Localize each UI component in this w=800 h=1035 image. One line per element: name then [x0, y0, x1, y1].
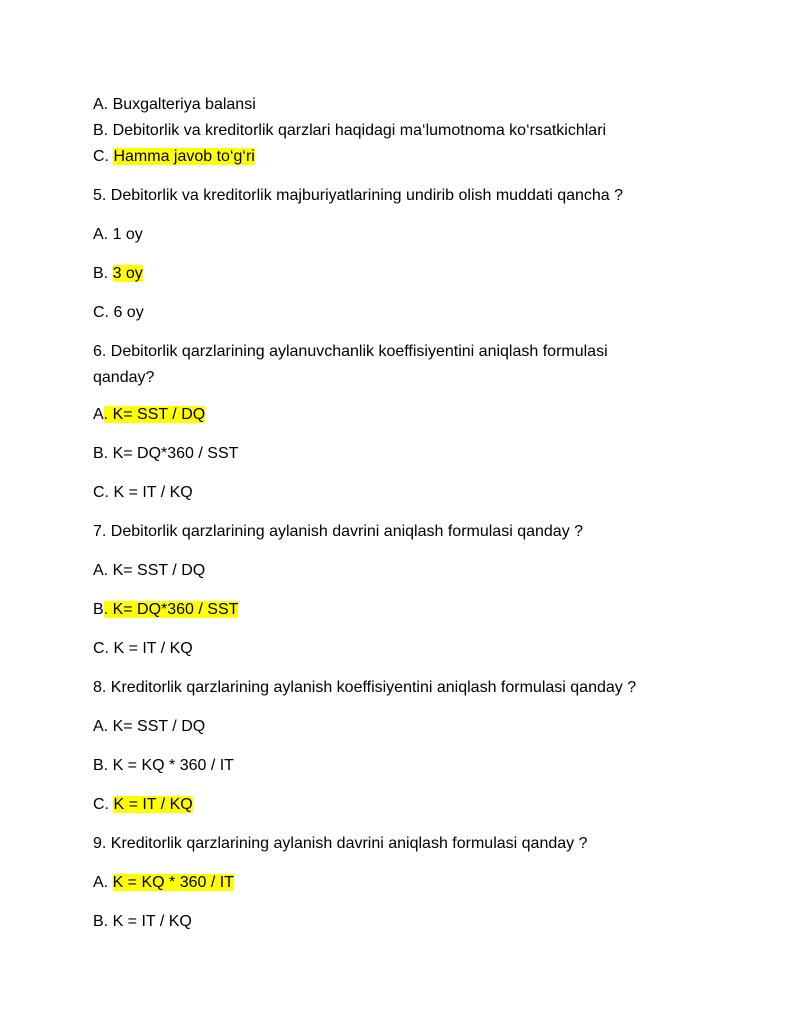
answer-option-correct: C. Hamma javob to‘g‘ri: [93, 148, 255, 165]
answer-option: B. K= DQ*360 / SST: [93, 445, 239, 462]
answer-option-correct: A. K= SST / DQ: [93, 406, 206, 423]
answer-option-correct: B. K= DQ*360 / SST: [93, 601, 239, 618]
answer-option: C. K = IT / KQ: [93, 484, 193, 501]
answer-option-correct: B. 3 oy: [93, 265, 143, 282]
question-6: 6. Debitorlik qarzlarining aylanuvchanlik koeffisiyentini aniqlash formulasi qanday?: [93, 343, 608, 386]
answer-option: B. K = KQ * 360 / IT: [93, 757, 234, 774]
answer-highlight: K = IT / KQ: [113, 796, 193, 813]
answer-option: B. K = IT / KQ: [93, 913, 192, 930]
answer-option: A. Buxgalteriya balansi: [93, 96, 256, 113]
question-7: 7. Debitorlik qarzlarining aylanish davrini aniqlash formulasi qanday ?: [93, 523, 584, 540]
answer-highlight: 3 oy: [112, 265, 143, 282]
answer-highlight: K = KQ * 360 / IT: [112, 874, 234, 891]
answer-option: C. 6 oy: [93, 304, 144, 321]
answer-option: A. 1 oy: [93, 226, 143, 243]
answer-option: A. K= SST / DQ: [93, 562, 206, 579]
answer-option: B. Debitorlik va kreditorlik qarzlari haqidagi ma‘lumotnoma ko‘rsatkichlari: [93, 122, 607, 139]
answer-option-correct: C. K = IT / KQ: [93, 796, 193, 813]
answer-highlight: . K= SST / DQ: [103, 406, 206, 423]
question-5: 5. Debitorlik va kreditorlik majburiyatlarining undirib olish muddati qancha ?: [93, 187, 624, 204]
answer-option-correct: A. K = KQ * 360 / IT: [93, 874, 234, 891]
question-9: 9. Kreditorlik qarzlarining aylanish davrini aniqlash formulasi qanday ?: [93, 835, 588, 852]
question-8: 8. Kreditorlik qarzlarining aylanish koeffisiyentini aniqlash formulasi qanday ?: [93, 679, 637, 696]
answer-highlight: Hamma javob to‘g‘ri: [113, 148, 255, 165]
answer-highlight: . K= DQ*360 / SST: [103, 601, 239, 618]
answer-option: A. K= SST / DQ: [93, 718, 206, 735]
answer-option: C. K = IT / KQ: [93, 640, 193, 657]
